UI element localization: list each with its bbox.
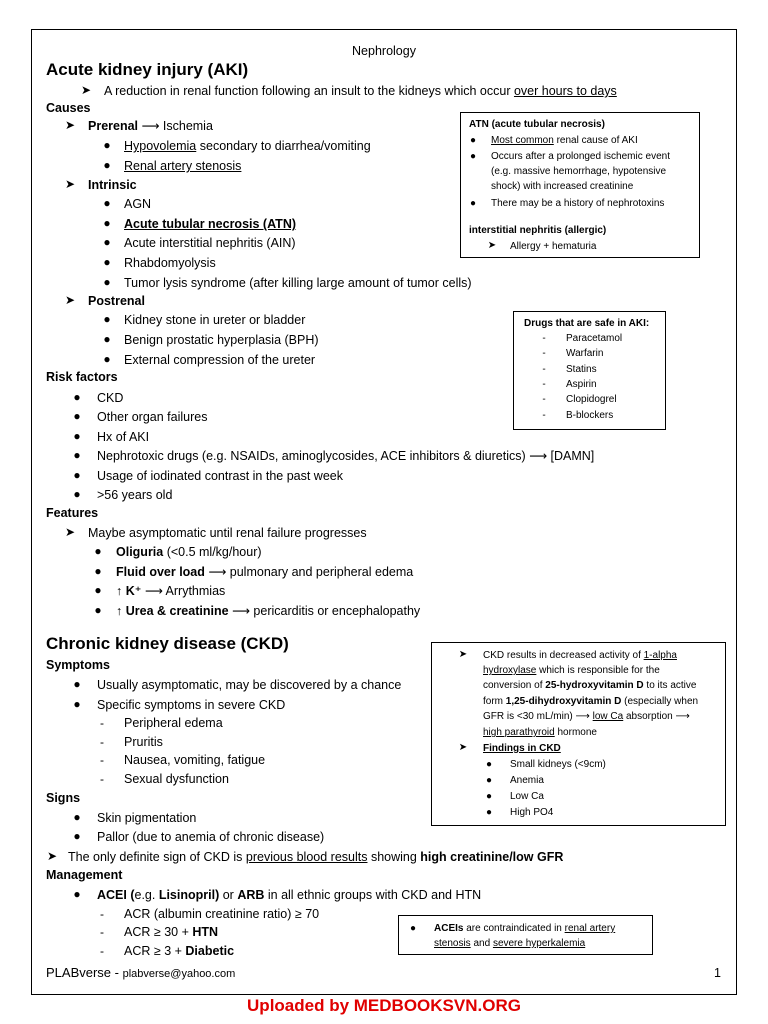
atn-box-item: Most common renal cause of AKI (491, 135, 638, 146)
sub-symptom: Sexual dysfunction (124, 772, 229, 786)
bullet-icon: ● (73, 887, 81, 901)
sub-symptom: Nausea, vomiting, fatigue (124, 753, 266, 767)
ckd-box-line: CKD results in decreased activity of 1-alpha (483, 650, 677, 661)
dash-bullet: - (100, 753, 104, 767)
tls-item: Tumor lysis syndrome (after killing large amount of tumor cells) (124, 276, 472, 290)
bullet-icon: ● (469, 135, 477, 146)
ckd-callout-box (431, 642, 726, 826)
finding-item: High PO4 (510, 807, 554, 818)
potassium-item: ↑ K⁺ ⟶ Arrythmias (116, 584, 226, 598)
atn-box-item: There may be a history of nephrotoxins (491, 198, 665, 209)
bullet-icon: ● (485, 791, 493, 802)
bullet-icon: ● (103, 275, 111, 289)
ckd-box-line: hydroxylase which is responsible for the (483, 665, 660, 676)
acei-box-line: ACEIs are contraindicated in renal artery (434, 923, 616, 934)
atn-box-title: ATN (acute tubular necrosis) (469, 119, 605, 130)
sub-symptom: Pruritis (124, 735, 163, 749)
arrow-bullet-icon: ➤ (458, 742, 468, 753)
ckd-title: Chronic kidney disease (CKD) (46, 634, 289, 653)
acei-item: ACEI (e.g. Lisinopril) or ARB in all ethnic groups with CKD and HTN (97, 888, 482, 902)
causes-heading: Causes (46, 101, 91, 115)
finding-item: Anemia (510, 775, 544, 786)
dash-bullet: - (100, 925, 104, 939)
bullet-icon: ● (485, 807, 493, 818)
bullet-icon: ● (469, 151, 477, 162)
footer-email: plabverse@yahoo.com (122, 968, 236, 980)
management-heading: Management (46, 868, 123, 882)
page-number: 1 (714, 966, 721, 980)
dash-bullet: - (100, 907, 104, 921)
arrow-bullet-icon: ➤ (458, 649, 468, 660)
dash-bullet: - (100, 735, 104, 749)
drug-item: Statins (566, 364, 597, 375)
bullet-icon: ● (73, 487, 81, 501)
drug-item: Warfarin (566, 348, 604, 359)
symptom-item: Specific symptoms in severe CKD (97, 698, 286, 712)
atn-box-item-cont: shock) with increased creatinine (491, 181, 634, 192)
sub-symptom: Peripheral edema (124, 716, 223, 730)
bullet-icon: ● (73, 829, 81, 843)
bullet-icon: ● (73, 409, 81, 423)
atn-box-item: Occurs after a prolonged ischemic event (491, 151, 670, 162)
dash-bullet: - (542, 333, 546, 344)
rhabdo-item: Rhabdomyolysis (124, 256, 216, 270)
sign-item: Pallor (due to anemia of chronic disease) (97, 830, 325, 844)
atn-callout-box (460, 112, 700, 258)
ckd-box-line: high parathyroid hormone (483, 727, 597, 738)
bullet-icon: ● (73, 390, 81, 404)
bullet-icon: ● (94, 583, 102, 597)
footer-brand: PLABverse - plabverse@yahoo.com (46, 965, 236, 980)
arrow-bullet-icon: ➤ (80, 83, 92, 97)
hypovolemia-item: Hypovolemia secondary to diarrhea/vomiting (124, 139, 371, 153)
ras-item: Renal artery stenosis (124, 159, 242, 173)
oliguria-item: Oliguria (<0.5 ml/kg/hour) (116, 545, 262, 559)
bullet-icon: ● (73, 697, 81, 711)
urea-item: ↑ Urea & creatinine ⟶ pericarditis or encephalopathy (116, 604, 421, 618)
ckd-box-line: GFR is <30 mL/min) ⟶ low Ca absorption ⟶ (483, 711, 690, 722)
risk-item: Usage of iodinated contrast in the past week (97, 469, 343, 483)
dash-bullet: - (542, 348, 546, 359)
symptoms-heading: Symptoms (46, 658, 110, 672)
finding-item: Small kidneys (<9cm) (510, 759, 606, 770)
bullet-icon: ● (485, 775, 493, 786)
signs-heading: Signs (46, 791, 81, 805)
bullet-icon: ● (94, 603, 102, 617)
risk-item: Hx of AKI (97, 430, 150, 444)
bullet-icon: ● (485, 759, 493, 770)
bullet-icon: ● (103, 352, 111, 366)
risk-item: Other organ failures (97, 410, 208, 424)
bullet-icon: ● (103, 138, 111, 152)
bullet-icon: ● (73, 677, 81, 691)
symptom-item: Usually asymptomatic, may be discovered by a chance (97, 678, 402, 692)
drug-item: B-blockers (566, 410, 614, 421)
arrow-bullet-icon: ➤ (64, 525, 76, 539)
ckd-box-line: conversion of 25-hydroxyvitamin D to its active (483, 680, 697, 691)
sign-item: Skin pigmentation (97, 811, 197, 825)
bph-item: Benign prostatic hyperplasia (BPH) (124, 333, 319, 347)
acr-item: ACR ≥ 30 + HTN (124, 925, 219, 939)
drug-item: Paracetamol (566, 333, 623, 344)
ain-item: Acute interstitial nephritis (AIN) (124, 236, 296, 250)
agn-item: AGN (124, 197, 152, 211)
dash-bullet: - (542, 379, 546, 390)
bullet-icon: ● (103, 216, 111, 230)
bullet-icon: ● (103, 196, 111, 210)
features-heading: Features (46, 506, 99, 520)
arrow-bullet-icon: ➤ (64, 293, 76, 307)
risk-item: >56 years old (97, 488, 173, 502)
acr-item: ACR ≥ 3 + Diabetic (124, 944, 235, 958)
risk-item: Nephrotoxic drugs (e.g. NSAIDs, aminoglycosides, ACE inhibitors & diuretics) ⟶ [DAMN] (97, 449, 595, 463)
finding-item: Low Ca (510, 791, 544, 802)
prerenal-item: Prerenal ⟶ Ischemia (88, 119, 213, 133)
bullet-icon: ● (73, 810, 81, 824)
aki-definition: A reduction in renal function following an insult to the kidneys which occur over hours to days (104, 84, 617, 98)
maybe-item: Maybe asymptomatic until renal failure progresses (88, 526, 367, 540)
findings-title: Findings in CKD (483, 743, 561, 754)
arrow-bullet-icon: ➤ (64, 177, 76, 191)
dash-bullet: - (542, 364, 546, 375)
acr-item: ACR (albumin creatinine ratio) ≥ 70 (124, 907, 320, 921)
bullet-icon: ● (73, 468, 81, 482)
bullet-icon: ● (469, 198, 477, 209)
arrow-bullet-icon: ➤ (64, 118, 76, 132)
bullet-icon: ● (103, 255, 111, 269)
bullet-icon: ● (103, 235, 111, 249)
ext-item: External compression of the ureter (124, 353, 316, 367)
stone-item: Kidney stone in ureter or bladder (124, 313, 306, 327)
aki-title: Acute kidney injury (AKI) (46, 60, 249, 79)
arrow-bullet-icon: ➤ (487, 240, 497, 251)
page-header: Nephrology (352, 44, 416, 58)
intrinsic-item: Intrinsic (88, 178, 137, 192)
dash-bullet: - (100, 772, 104, 786)
bullet-icon: ● (103, 158, 111, 172)
risk-heading: Risk factors (46, 370, 118, 384)
dash-bullet: - (100, 716, 104, 730)
bullet-icon: ● (73, 448, 81, 462)
definite-sign: The only definite sign of CKD is previous blood results showing high creatinine/low GFR (68, 850, 564, 864)
drugs-callout-box (513, 311, 666, 430)
atn-box-item-cont: (e.g. massive hemorrhage, hypotensive (491, 166, 667, 177)
upload-watermark: Uploaded by MEDBOOKSVN.ORG (247, 996, 521, 1015)
fluid-item: Fluid over load ⟶ pulmonary and peripheral edema (116, 565, 414, 579)
drug-item: Aspirin (566, 379, 597, 390)
arrow-bullet-icon: ➤ (46, 849, 58, 863)
acei-box-line: stenosis and severe hyperkalemia (434, 938, 586, 949)
bullet-icon: ● (94, 564, 102, 578)
dash-bullet: - (542, 394, 546, 405)
postrenal-item: Postrenal (88, 294, 145, 308)
bullet-icon: ● (409, 923, 417, 934)
ckd-box-line: form 1,25-dihydroxyvitamin D (especially when (483, 696, 699, 707)
risk-item: CKD (97, 391, 124, 405)
bullet-icon: ● (103, 312, 111, 326)
bullet-icon: ● (103, 332, 111, 346)
in-title: interstitial nephritis (allergic) (469, 225, 607, 236)
atn-item: Acute tubular necrosis (ATN) (124, 217, 297, 231)
bullet-icon: ● (94, 544, 102, 558)
drugs-box-title: Drugs that are safe in AKI: (524, 318, 650, 329)
bullet-icon: ● (73, 429, 81, 443)
dash-bullet: - (100, 944, 104, 958)
drug-item: Clopidogrel (566, 394, 617, 405)
dash-bullet: - (542, 410, 546, 421)
acei-callout-box (398, 915, 653, 955)
in-item: Allergy + hematuria (510, 241, 597, 252)
